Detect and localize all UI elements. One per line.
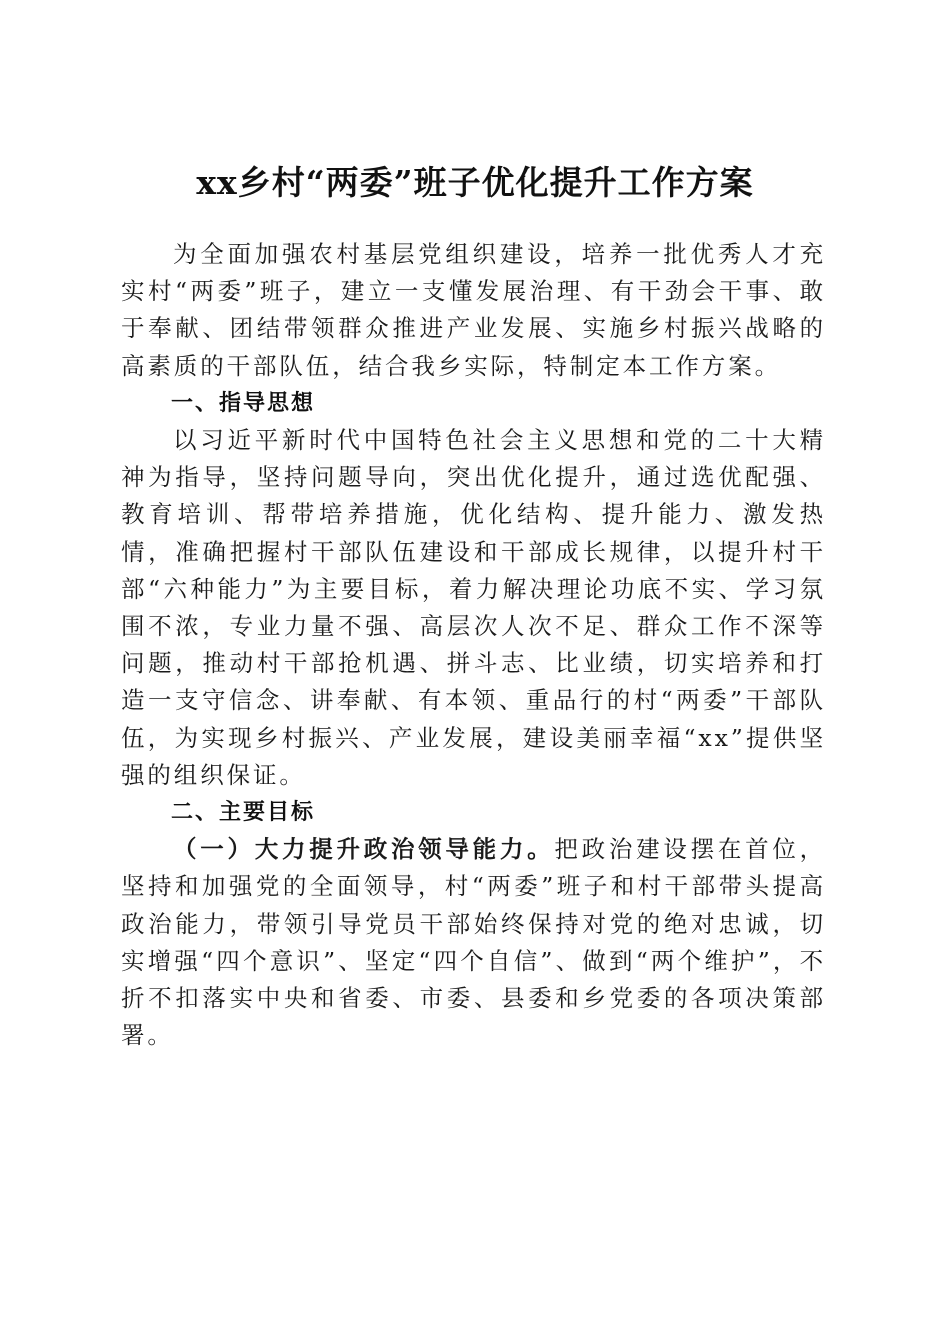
- guiding-ideology-paragraph: 以习近平新时代中国特色社会主义思想和党的二十大精神为指导，坚持问题导向，突出优化提升，通过选优配强、教育培训、帮带培养措施，优化结构、提升能力、激发热情，准确把握村干部队伍建设和干部成长规律，以提升村干部“六种能力”为主要目标，着力解决理论功底不实、学习氛围不浓，专业力量不强、高层次人次不足、群众工作不深等问题，推动村干部抢机遇、拼斗志、比业绩，切实培养和打造一支守信念、讲奉献、有本领、重品行的村“两委”干部队伍，为实现乡村振兴、产业发展，建设美丽幸福“xx”提供坚强的组织保证。: [121, 426, 826, 789]
- document-title: xx乡村“两委”班子优化提升工作方案: [196, 163, 754, 203]
- section-heading-guiding-ideology: 一、指导思想: [171, 390, 316, 416]
- goal-item-1-paragraph: [121, 831, 826, 1054]
- section-heading-main-goals: 二、主要目标: [171, 800, 316, 826]
- intro-paragraph: 为全面加强农村基层党组织建设，培养一批优秀人才充实村“两委”班子，建立一支懂发展治理、有干劲会干事、敢于奉献、团结带领群众推进产业发展、实施乡村振兴战略的高素质的干部队伍，结合我乡实际，特制定本工作方案。: [121, 240, 826, 380]
- goal-item-1-lead: （一）大力提升政治领导能力。: [173, 835, 555, 864]
- goal-item-1-text: 把政治建设摆在首位，坚持和加强党的全面领导，村“两委”班子和村干部带头提高政治能力，带领引导党员干部始终保持对党的绝对忠诚，切实增强“四个意识”、坚定“四个自信”、做到“两个维护”，不折不扣落实中央和省委、市委、县委和乡党委的各项决策部署。: [121, 835, 826, 1050]
- document-body: [121, 236, 826, 1054]
